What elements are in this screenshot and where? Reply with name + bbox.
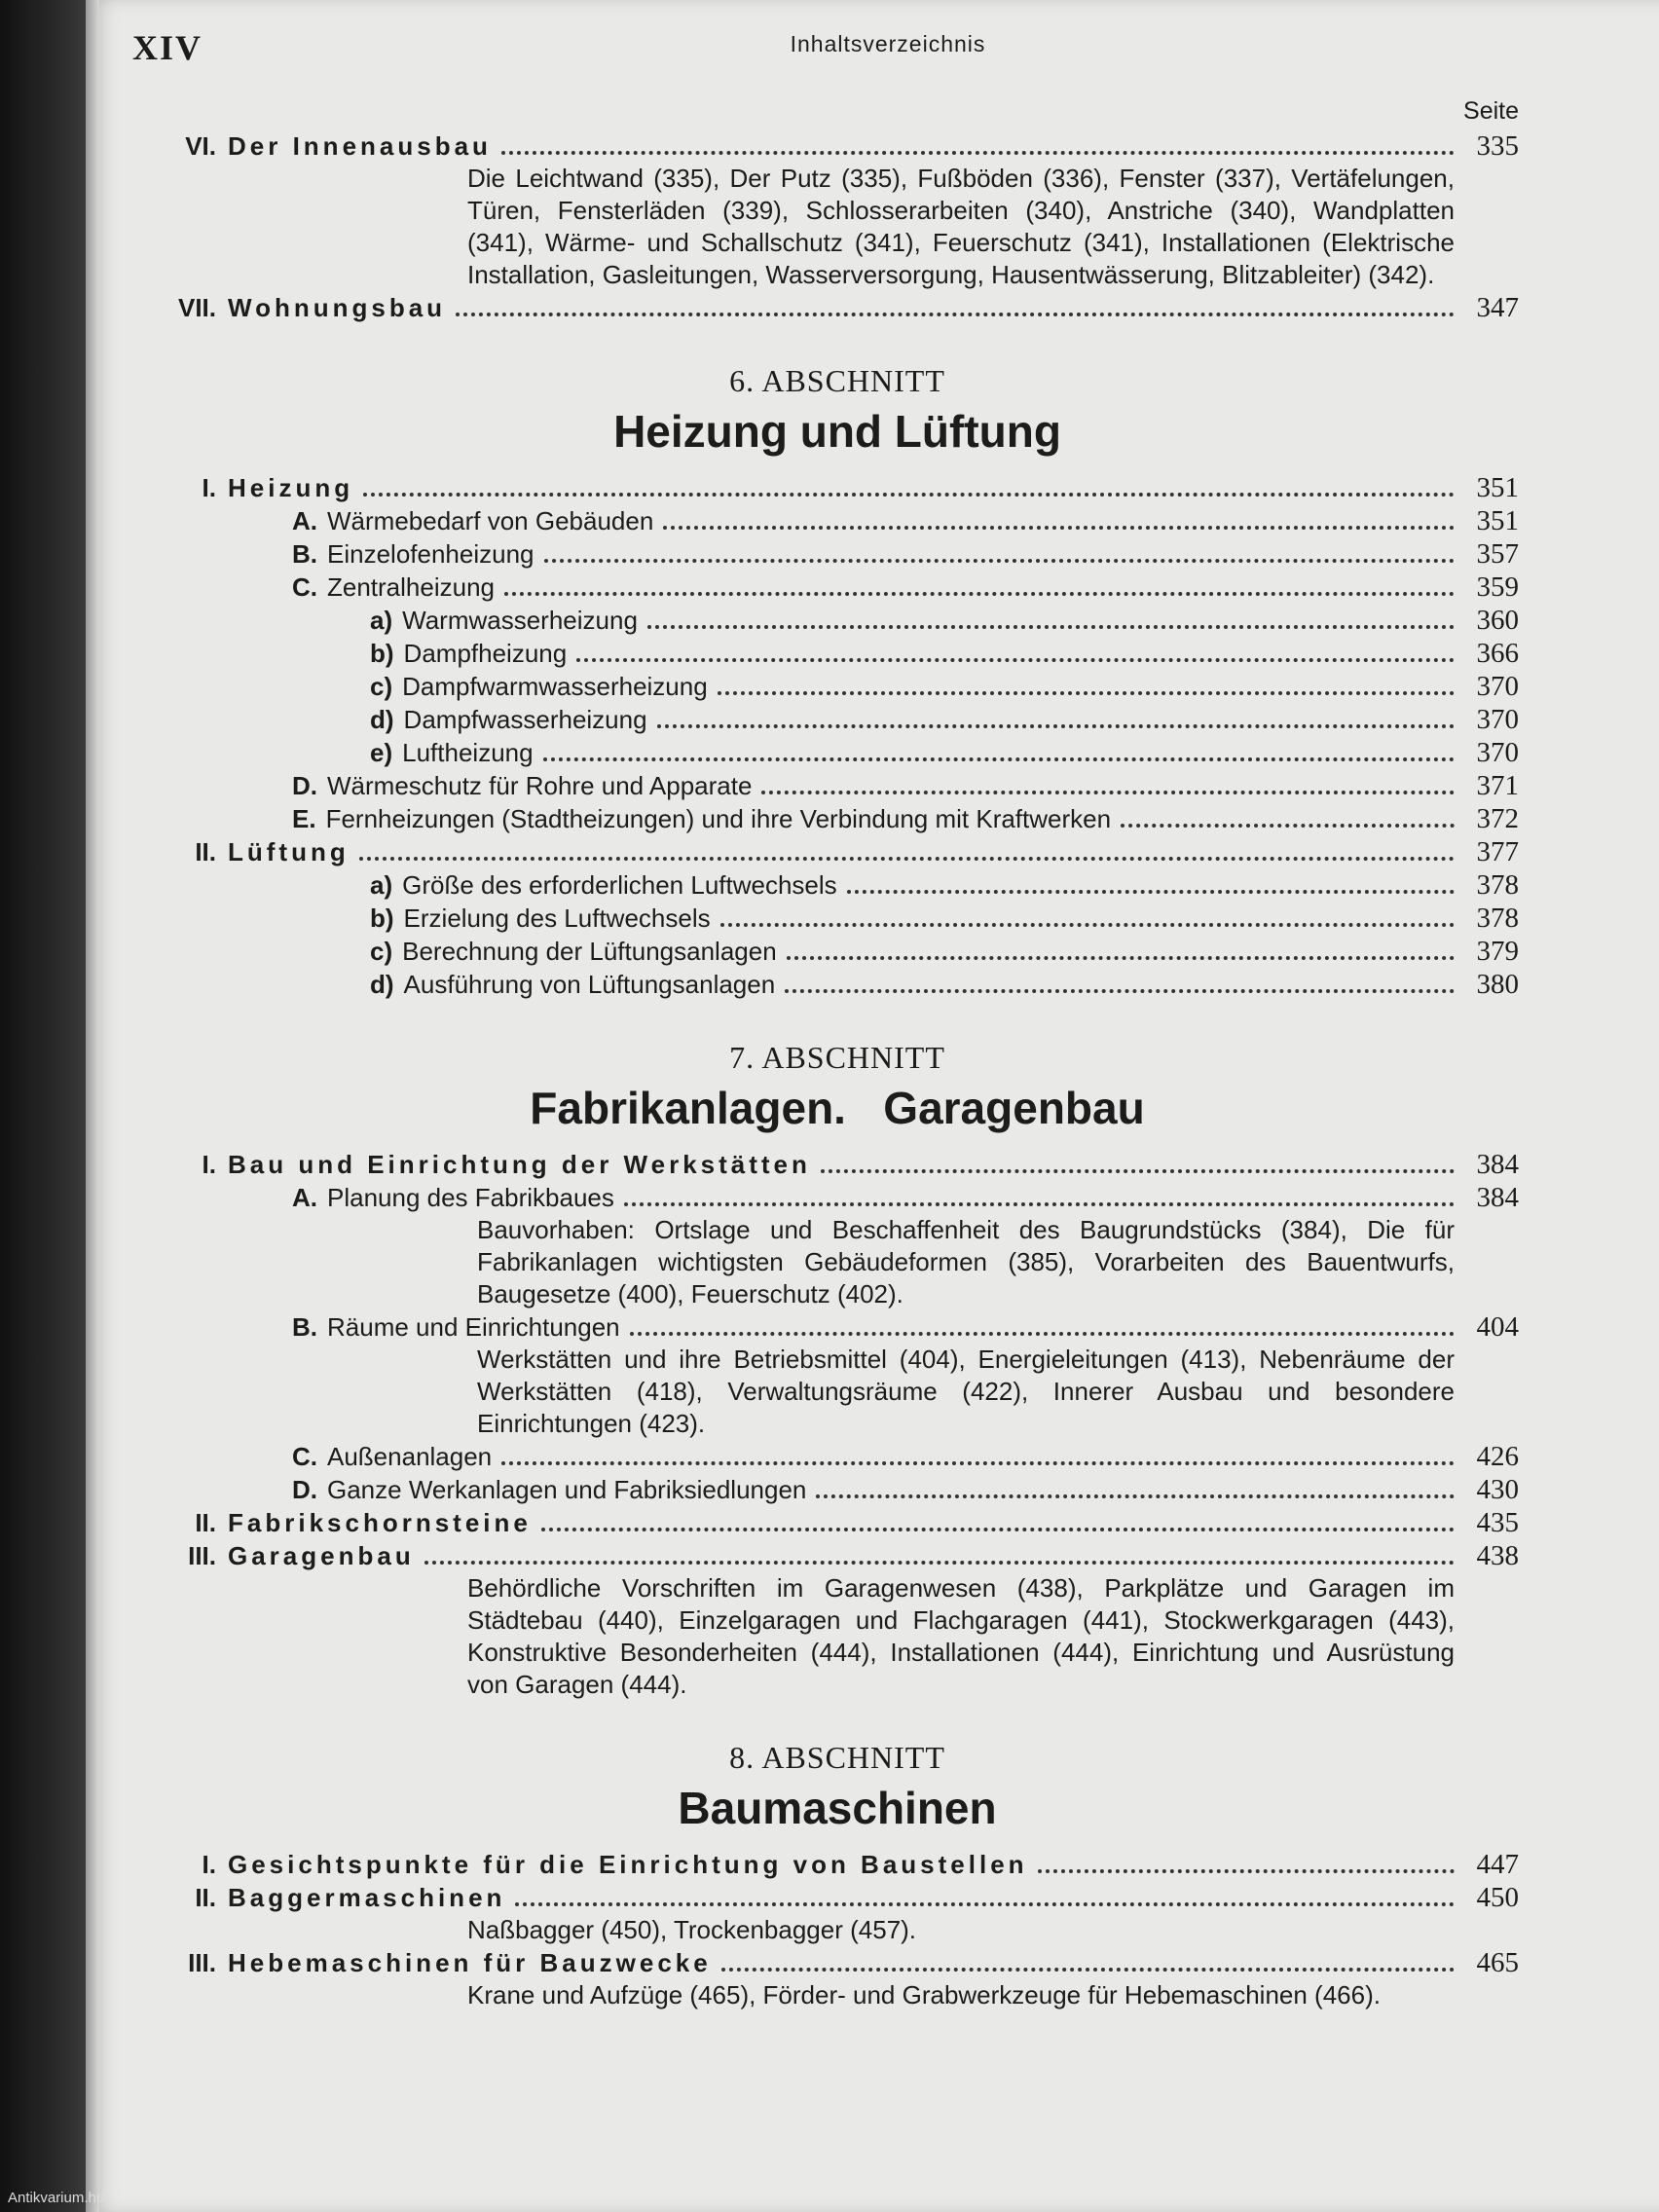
entry-number: c): [370, 937, 393, 966]
section-title: Heizung und Lüftung: [613, 406, 1061, 457]
entry-number: d): [370, 705, 394, 734]
entry-title: Fernheizungen (Stadtheizungen) und ihre Verbindung mit Kraftwerken: [325, 804, 1112, 833]
toc-entry: [156, 935, 1519, 968]
column-header-seite: Seite: [1463, 97, 1519, 125]
entry-title: Außenanlagen: [327, 1442, 493, 1471]
table-of-contents: [156, 97, 1519, 2011]
entry-page-number: 377: [1476, 836, 1519, 867]
entry-page-number: 378: [1476, 903, 1519, 934]
dot-leader: [1038, 1869, 1455, 1873]
entry-page-number: 372: [1476, 803, 1519, 834]
toc-entry: [156, 1181, 1519, 1214]
entry-title: Fabrikschornsteine: [228, 1508, 532, 1537]
toc-entry: [156, 291, 1519, 324]
entry-description: Werkstätten und ihre Betriebsmittel (404), Energieleitungen (413), Nebenräume der Werkstätten (418), Verwaltungsräume (422), Innerer Ausbau und besondere Einrichtungen (423).: [477, 1345, 1455, 1438]
toc-entry: [156, 835, 1519, 868]
entry-number: VII.: [177, 293, 216, 322]
entry-description: Die Leichtwand (335), Der Putz (335), Fußböden (336), Fenster (337), Vertäfelungen, Türen, Fensterläden (339), Schlosserarbeiten (340), Anstriche (340), Wandplatten (341), Wärme- und Schallschutz (341), Feuerschutz (341), Installationen (Elektrische Installation, Gasleitungen, Wasserversorgung, Hausentwässerung, Blitzableiter) (342).: [467, 164, 1455, 289]
entry-page-number: 435: [1476, 1507, 1519, 1538]
toc-entry: [156, 471, 1519, 504]
entry-number: I.: [202, 473, 216, 502]
entry-page-number: 447: [1476, 1849, 1519, 1880]
dot-leader: [501, 151, 1455, 155]
entry-page-number: 347: [1476, 292, 1519, 323]
toc-entry: [156, 868, 1519, 902]
entry-description: Krane und Aufzüge (465), Förder- und Grabwerkzeuge für Hebemaschinen (466).: [467, 1980, 1381, 2009]
entry-title: Hebemaschinen für Bauzwecke: [228, 1948, 712, 1977]
entry-page-number: 357: [1476, 538, 1519, 570]
entry-title: Wärmebedarf von Gebäuden: [327, 506, 654, 535]
entry-number: A.: [292, 506, 317, 535]
toc-entry: [156, 1148, 1519, 1181]
entry-number: II.: [195, 1508, 216, 1537]
entry-page-number: 371: [1476, 770, 1519, 801]
entry-title: Bau und Einrichtung der Werkstätten: [228, 1150, 811, 1179]
entry-page-number: 426: [1476, 1441, 1519, 1472]
toc-entry: [156, 968, 1519, 1001]
entry-number: E.: [292, 804, 316, 833]
dot-leader: [1121, 824, 1455, 828]
toc-entry: [156, 670, 1519, 703]
entry-title: Gesichtspunkte für die Einrichtung von Baustellen: [228, 1850, 1028, 1879]
dot-leader: [630, 1332, 1455, 1336]
dot-leader: [624, 1202, 1455, 1206]
toc-block-heizung: [156, 471, 1519, 1001]
entry-page-number: 404: [1476, 1311, 1519, 1343]
entry-page-number: 335: [1476, 130, 1519, 162]
toc-entry: [156, 1848, 1519, 1881]
toc-entry: [156, 769, 1519, 802]
toc-entry: [156, 537, 1519, 571]
entry-number: b): [370, 639, 394, 668]
watermark: Antikvarium.hu: [8, 2190, 105, 2206]
entry-description: Bauvorhaben: Ortslage und Beschaffenheit des Baugrundstücks (384), Die für Fabrikanlagen wichtigsten Gebäudeformen (385), Vorarbeiten des Bauentwurfs, Baugesetze (400), Feuerschutz (402).: [477, 1215, 1455, 1309]
entry-page-number: 450: [1476, 1882, 1519, 1913]
entry-title: Erzielung des Luftwechsels: [403, 903, 711, 933]
entry-description: Naßbagger (450), Trockenbagger (457).: [467, 1915, 917, 1944]
entry-number: D.: [292, 771, 317, 800]
dot-leader: [504, 592, 1455, 596]
entry-title: Ganze Werkanlagen und Fabriksiedlungen: [327, 1475, 807, 1504]
toc-block-baumaschinen: [156, 1848, 1519, 2011]
entry-title: Berechnung der Lüftungsanlagen: [402, 937, 777, 966]
entry-page-number: 351: [1476, 505, 1519, 536]
entry-number: VI.: [185, 131, 216, 161]
entry-number: I.: [202, 1150, 216, 1179]
dot-leader: [718, 691, 1455, 695]
entry-number: B.: [292, 539, 317, 569]
entry-title: Lüftung: [228, 837, 350, 866]
entry-page-number: 351: [1476, 472, 1519, 503]
section-number: 7. ABSCHNITT: [729, 1040, 945, 1075]
dot-leader: [761, 791, 1455, 794]
entry-title: Zentralheizung: [327, 572, 495, 602]
entry-title: Planung des Fabrikbaues: [327, 1183, 614, 1212]
section-heading-8: [156, 1740, 1519, 1834]
entry-page-number: 370: [1476, 704, 1519, 735]
entry-title: Baggermaschinen: [228, 1883, 506, 1912]
entry-number: a): [370, 606, 393, 635]
entry-number: II.: [195, 1883, 216, 1912]
entry-page-number: 359: [1476, 571, 1519, 603]
section-heading-7: [156, 1040, 1519, 1134]
book-spine: [0, 0, 86, 2212]
entry-title: Ausführung von Lüftungsanlagen: [403, 970, 776, 999]
entry-title: Dampfwasserheizung: [403, 705, 647, 734]
entry-page-number: 430: [1476, 1474, 1519, 1505]
dot-leader: [657, 724, 1455, 728]
entry-page-number: 384: [1476, 1149, 1519, 1180]
dot-leader: [544, 559, 1456, 563]
dot-leader: [543, 757, 1455, 761]
toc-entry: [156, 571, 1519, 604]
section-heading-6: [156, 363, 1519, 458]
entry-page-number: 438: [1476, 1540, 1519, 1571]
entry-page-number: 370: [1476, 737, 1519, 768]
entry-page-number: 370: [1476, 671, 1519, 702]
dot-leader: [456, 313, 1455, 316]
dot-leader: [647, 625, 1455, 629]
dot-leader: [720, 923, 1455, 927]
entry-page-number: 384: [1476, 1182, 1519, 1213]
dot-leader: [847, 890, 1455, 894]
entry-title: Heizung: [228, 473, 354, 502]
entry-page-number: 366: [1476, 638, 1519, 669]
entry-number: a): [370, 870, 393, 900]
entry-number: I.: [202, 1850, 216, 1879]
entry-title: Wärmeschutz für Rohre und Apparate: [327, 771, 753, 800]
dot-leader: [424, 1561, 1455, 1565]
toc-entry: [156, 604, 1519, 637]
entry-number: C.: [292, 572, 317, 602]
entry-page-number: 379: [1476, 936, 1519, 967]
toc-entry: [156, 1946, 1519, 1979]
dot-leader: [576, 658, 1455, 662]
entry-number: D.: [292, 1475, 317, 1504]
toc-entry: [156, 129, 1519, 163]
entry-title: Räume und Einrichtungen: [327, 1312, 620, 1342]
page-number: XIV: [132, 28, 203, 67]
entry-title: Garagenbau: [228, 1541, 415, 1570]
entry-page-number: 465: [1476, 1947, 1519, 1978]
section-title: Fabrikanlagen. Garagenbau: [530, 1083, 1145, 1133]
toc-entry: [156, 1310, 1519, 1344]
dot-leader: [663, 526, 1455, 530]
entry-title: Luftheizung: [402, 738, 534, 767]
dot-leader: [721, 1968, 1455, 1972]
toc-entry: [156, 802, 1519, 835]
entry-number: d): [370, 970, 394, 999]
entry-number: e): [370, 738, 393, 767]
toc-entry: [156, 1539, 1519, 1572]
entry-number: c): [370, 672, 393, 701]
dot-leader: [785, 989, 1455, 993]
toc-entry: [156, 703, 1519, 736]
section-title: Baumaschinen: [678, 1783, 997, 1833]
dot-leader: [501, 1461, 1455, 1465]
dot-leader: [359, 857, 1455, 861]
dot-leader: [816, 1494, 1455, 1498]
entry-number: A.: [292, 1183, 317, 1212]
toc-entry: [156, 902, 1519, 935]
toc-entry: [156, 1506, 1519, 1539]
entry-title: Einzelofenheizung: [327, 539, 535, 569]
toc-entry: [156, 1473, 1519, 1506]
entry-title: Warmwasserheizung: [402, 606, 638, 635]
dot-leader: [821, 1169, 1455, 1173]
section-number: 8. ABSCHNITT: [729, 1740, 945, 1775]
entry-number: II.: [195, 837, 216, 866]
page-header: [0, 27, 1659, 66]
toc-entry: [156, 504, 1519, 537]
entry-title: Der Innenausbau: [228, 131, 492, 161]
dot-leader: [363, 493, 1455, 497]
dot-leader: [787, 956, 1455, 960]
section-number: 6. ABSCHNITT: [729, 363, 945, 398]
toc-block-fabrikanlagen: [156, 1148, 1519, 1701]
entry-page-number: 380: [1476, 969, 1519, 1000]
toc-entry: [156, 736, 1519, 769]
entry-title: Dampfwarmwasserheizung: [402, 672, 708, 701]
entry-title: Wohnungsbau: [228, 293, 447, 322]
entry-number: III.: [188, 1541, 216, 1570]
toc-entry: [156, 637, 1519, 670]
entry-number: B.: [292, 1312, 317, 1342]
entry-number: b): [370, 903, 394, 933]
toc-entry: [156, 1440, 1519, 1473]
toc-block-innenausbau: [156, 129, 1519, 324]
entry-number: III.: [188, 1948, 216, 1977]
dot-leader: [515, 1902, 1455, 1906]
entry-number: C.: [292, 1442, 317, 1471]
entry-title: Dampfheizung: [403, 639, 568, 668]
page-edge: [86, 0, 99, 2212]
running-title: Inhaltsverzeichnis: [790, 31, 986, 56]
toc-entry: [156, 1881, 1519, 1914]
entry-title: Größe des erforderlichen Luftwechsels: [402, 870, 837, 900]
entry-description: Behördliche Vorschriften im Garagenwesen (438), Parkplätze und Garagen im Städtebau (440), Einzelgaragen und Flachgaragen (441), Stockwerkgaragen (443), Konstruktive Besonderheiten (444), Installationen (444), Einrichtung und Ausrüstung von Garagen (444).: [467, 1573, 1455, 1699]
entry-page-number: 360: [1476, 605, 1519, 636]
entry-page-number: 378: [1476, 869, 1519, 901]
dot-leader: [541, 1528, 1455, 1531]
